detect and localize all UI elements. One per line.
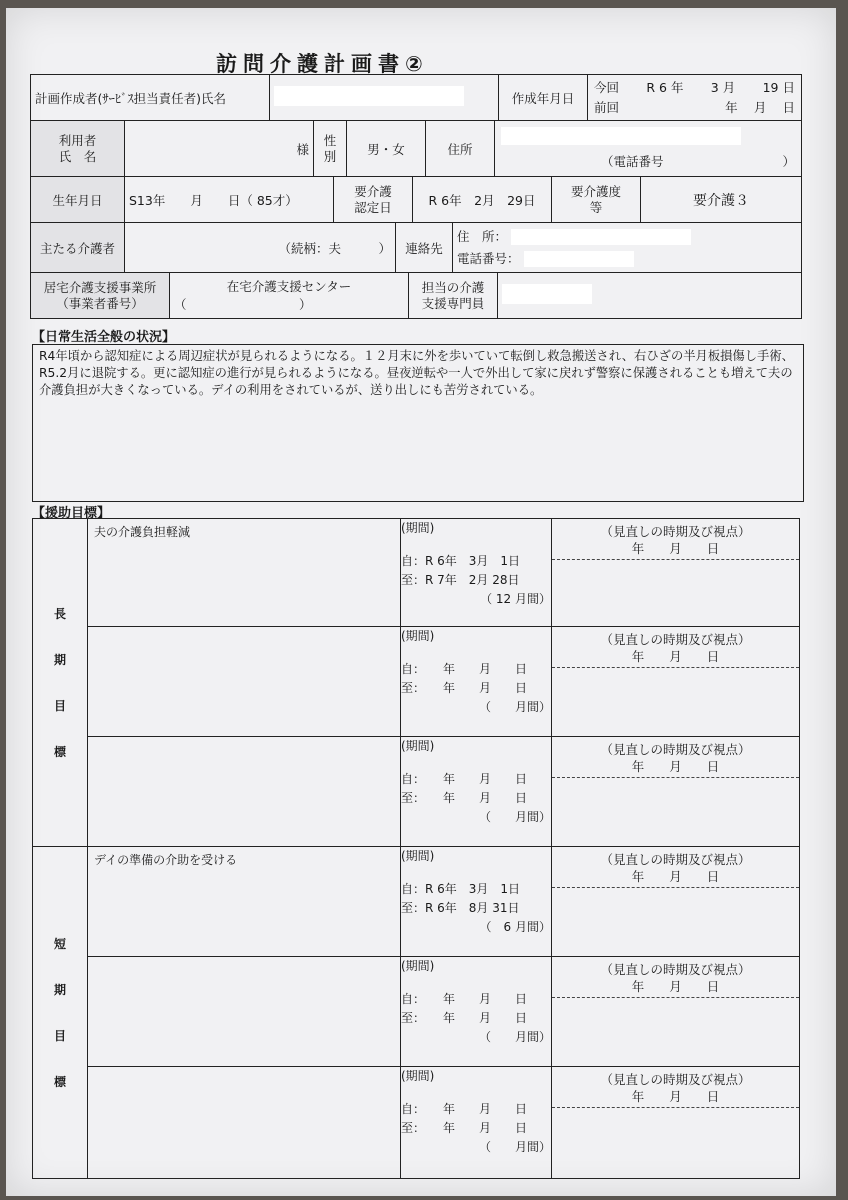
period-to: 至： 年 月 日 [401,1121,528,1135]
office-field[interactable] [170,273,409,319]
planner-name-field[interactable] [270,75,499,121]
period-label: (期間) [401,1069,435,1083]
current-month: 3 [710,79,719,95]
care-level-value[interactable]: 要介護３ [641,177,802,223]
caregiver-relation: （続柄：夫 ） [278,240,391,256]
current-era: R [646,79,656,95]
long-goal-1[interactable]: 夫の介護負担軽減 [88,519,401,627]
period-months: （ 月間） [478,1030,551,1044]
created-date-field[interactable] [588,75,802,121]
period-label: (期間) [401,521,435,535]
current-label: 今回 [594,79,620,95]
period-to: 至： 年 月 日 [401,791,528,805]
review-heading: （見直しの時期及び視点） 年 月 日 [552,519,799,560]
address-label: 住所 [426,121,495,177]
review-heading: （見直しの時期及び視点） 年 月 日 [552,627,799,668]
day-unit: 日 [782,79,795,95]
long-period-2[interactable] [401,627,552,737]
created-label: 作成年月日 [499,75,588,121]
period-from: 自： 年 月 日 [401,1102,528,1116]
header-table [30,74,802,121]
period-months: （ 月間） [478,1140,551,1154]
care-level-label: 要介護度 等 [552,177,641,223]
short-goal-2[interactable] [88,957,401,1067]
period-to: 至：R 6年 8月 31日 [401,901,520,915]
period-months: （ 6 月間） [479,920,551,934]
manager-label: 担当の介護 支援専門員 [409,273,498,319]
short-review-1[interactable] [552,847,800,957]
period-from: 自：R 6年 3月 1日 [401,554,521,568]
user-name-field[interactable] [125,121,314,177]
current-year: 6 [659,79,667,95]
review-heading: （見直しの時期及び視点） 年 月 日 [552,737,799,778]
short-review-3[interactable] [552,1067,800,1179]
office-number: （ ） [174,296,312,312]
caregiver-address-label: 住 所： [457,228,508,244]
period-label: (期間) [401,739,435,753]
previous-month-unit: 月 [753,99,767,115]
long-review-2[interactable] [552,627,800,737]
previous-day-unit: 日 [782,99,795,115]
caregiver-phone-label: 電話番号： [457,250,520,266]
user-name-label: 利用者 氏 名 [31,121,125,177]
situation-heading: 【日常生活全般の状況】 [32,330,176,345]
short-period-3[interactable] [401,1067,552,1179]
period-label: (期間) [401,849,435,863]
dob-value[interactable]: S13年 月 日（ 85才） [125,177,334,223]
situation-text: R4年頃から認知症による周辺症状が見られるようになる。１２月末に外を歩いていて転倒し救急搬送され、右ひざの半月板損傷し手術、R5.2月に退院する。更に認知症の進行が見られるようになる。昼夜逆転や一人で外出して家に戻れず警察に保護されることも増えて夫の介護負担が大きくなっている。デイの利用をされているが、送り出しにも苦労されている。 [39,349,794,397]
caregiver-label: 主たる介護者 [31,223,125,273]
previous-label: 前回 [594,99,620,115]
user-table [30,120,802,177]
period-months: （ 月間） [478,700,551,714]
office-label: 居宅介護支援事業所 （事業者番号） [31,273,170,319]
short-goal-1[interactable]: デイの準備の介助を受ける [88,847,401,957]
sex-label: 性 別 [314,121,347,177]
period-from: 自： 年 月 日 [401,772,528,786]
document-page [6,8,836,1196]
cert-value[interactable]: R 6年 2月 29日 [413,177,552,223]
address-field[interactable] [495,121,802,177]
current-day: 19 [762,79,779,95]
contact-label: 連絡先 [396,223,453,273]
dob-label: 生年月日 [31,177,125,223]
period-from: 自： 年 月 日 [401,992,528,1006]
caregiver-field[interactable] [125,223,396,273]
sex-value[interactable]: 男・女 [347,121,426,177]
period-to: 至： 年 月 日 [401,1011,528,1025]
short-review-2[interactable] [552,957,800,1067]
period-from: 自： 年 月 日 [401,662,528,676]
year-unit: 年 [670,79,684,95]
honorific: 様 [296,141,309,157]
short-period-2[interactable] [401,957,552,1067]
period-label: (期間) [401,629,435,643]
previous-year-unit: 年 [725,99,738,115]
phone-close: ） [782,154,795,169]
short-period-1[interactable] [401,847,552,957]
dob-table [30,176,802,223]
long-term-label: 長期目標 [33,519,88,847]
review-heading: （見直しの時期及び視点） 年 月 日 [552,1067,799,1108]
long-review-1[interactable] [552,519,800,627]
long-review-3[interactable] [552,737,800,847]
document-title: 訪問介護計画書② [216,52,429,76]
long-goal-3[interactable] [88,737,401,847]
period-to: 至：R 7年 2月 28日 [401,573,520,587]
situation-box[interactable] [32,344,804,502]
cert-label: 要介護 認定日 [334,177,413,223]
period-from: 自：R 6年 3月 1日 [401,882,521,896]
contact-field[interactable] [453,223,802,273]
long-goal-2[interactable] [88,627,401,737]
manager-field[interactable] [498,273,802,319]
month-unit: 月 [722,79,736,95]
caregiver-table [30,222,802,273]
period-label: (期間) [401,959,435,973]
office-name: 在宅介護支援センター [226,278,352,294]
review-heading: （見直しの時期及び視点） 年 月 日 [552,847,799,888]
period-months: （ 月間） [478,810,551,824]
short-goal-3[interactable] [88,1067,401,1179]
review-heading: （見直しの時期及び視点） 年 月 日 [552,957,799,998]
short-term-label: 短期目標 [33,847,88,1179]
goals-table [32,518,800,1179]
office-table [30,272,802,319]
long-period-3[interactable] [401,737,552,847]
period-to: 至： 年 月 日 [401,681,528,695]
long-period-1[interactable] [401,519,552,627]
period-months: （ 12 月間） [480,592,551,606]
planner-label: 計画作成者(ｻｰﾋﾞｽ担当責任者)氏名 [31,75,270,121]
phone-label: （電話番号 [601,154,664,169]
goals-heading: 【援助目標】 [32,506,111,521]
